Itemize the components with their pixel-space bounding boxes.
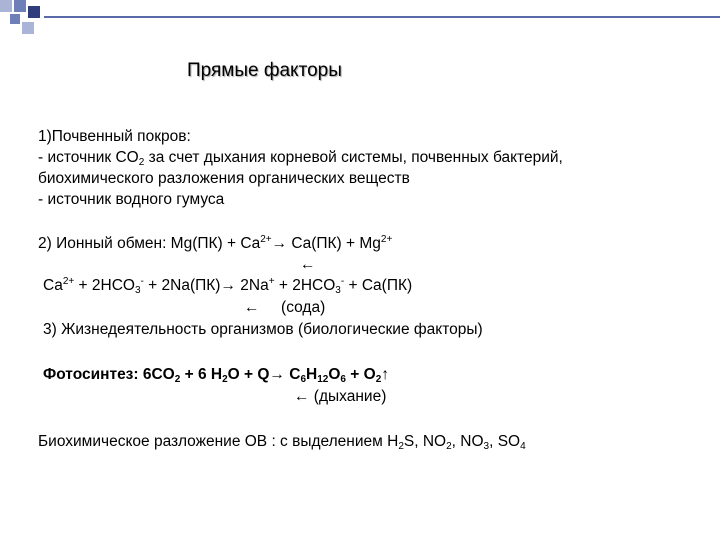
soil-cover-line-decomposition: биохимического разложения органических веществ: [38, 170, 410, 187]
slide-corner-decoration: [0, 0, 720, 40]
decor-square: [10, 14, 20, 24]
decor-square: [22, 22, 34, 34]
soda-line: ← (сода): [244, 299, 326, 316]
ion-exchange-line: 2) Ионный обмен: $Mg(ПК) + Ca^{2+}\to Ca(ПК) + Mg^{2+}$: [38, 234, 393, 252]
slide-title: Прямые факторы: [187, 60, 342, 81]
soil-cover-heading: 1)Почвенный покров:: [38, 128, 191, 145]
top-divider-line: [44, 16, 720, 18]
organisms-activity-line: 3) Жизнедеятельность организмов (биологические факторы): [43, 321, 483, 338]
decor-square: [0, 0, 12, 12]
decor-square: [28, 6, 40, 18]
soil-cover-line-humus: - источник водного гумуса: [38, 191, 225, 208]
biochemical-decomposition-line: Биохимическое разложение ОВ : с выделением $H_2S$, $NO_2$, $NO_3$, $SO_4$: [38, 433, 526, 452]
soil-cover-line-co2: - источник $CO_2$ за счет дыхания корневой системы, почвенных бактерий,: [38, 149, 563, 168]
reverse-arrow-1: ←: [300, 256, 316, 273]
bicarbonate-equation: $Ca^{2+} + 2HCO_3^- + 2Na(ПК)\to 2Na^+ + 2HCO_3^- + Ca(ПК)$: [43, 276, 413, 296]
respiration-line: ← (дыхание): [294, 388, 387, 405]
photosynthesis-equation: Фотосинтез: $6CO_2 + 6$ $H_2O + Q\to C_6H_{12}O_6$ + $O_2↑$: [43, 366, 389, 385]
decor-square: [14, 0, 26, 12]
